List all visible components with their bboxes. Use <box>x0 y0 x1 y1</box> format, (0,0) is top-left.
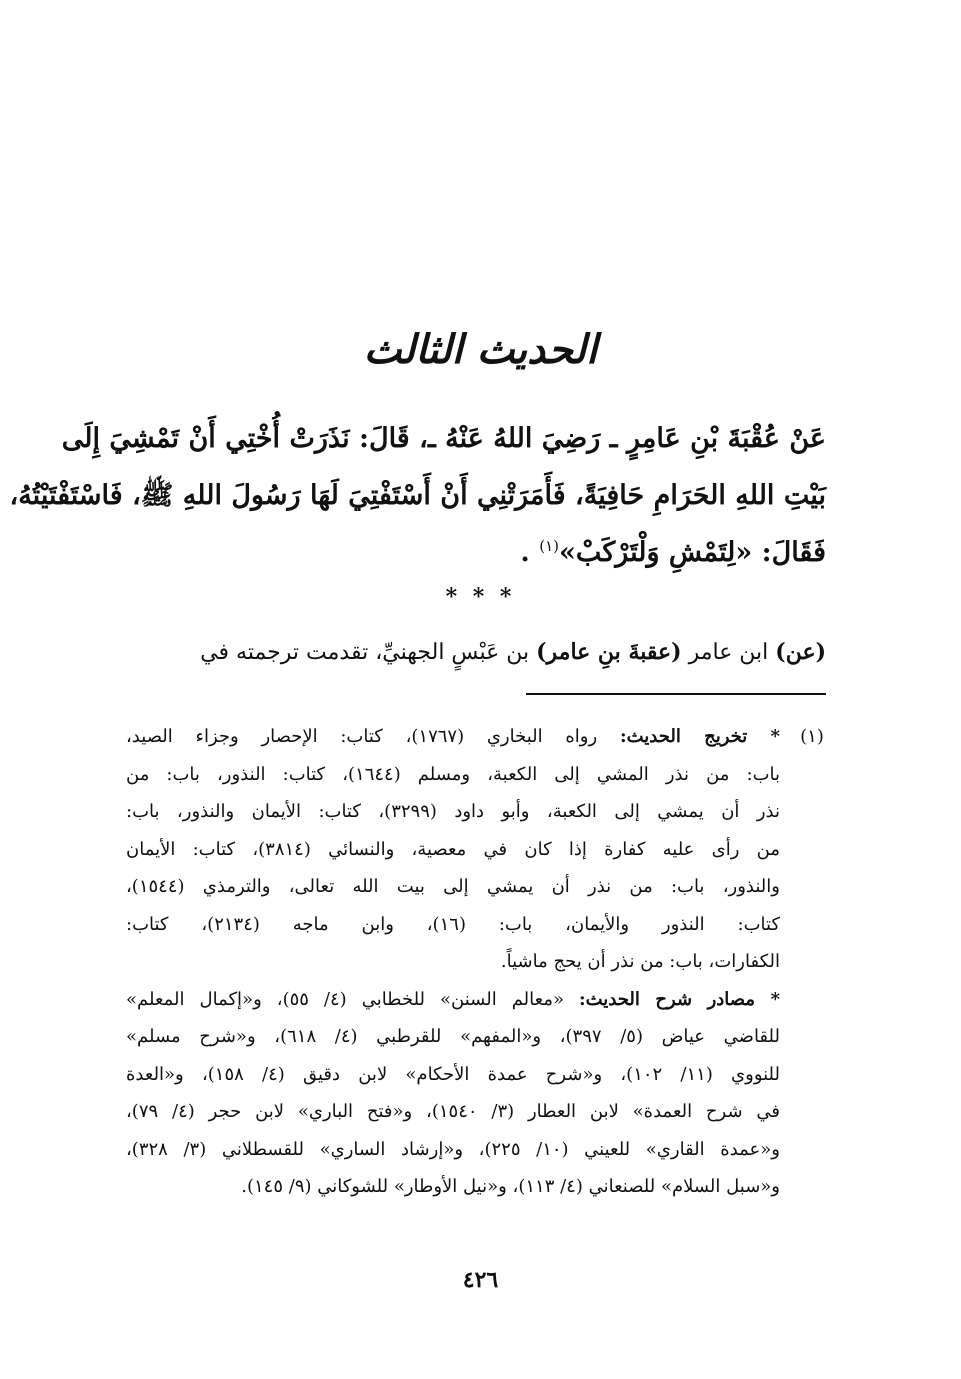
hadith-line: بَيْتِ اللهِ الحَرَامِ حَافِيَةً، فَأَمَرَتْنِي أَنْ أَسْتَفْتِيَ لَهَا رَسُولَ اللهِ ﷺ، فَاسْتَفْتَيْتُهُ، <box>9 480 826 511</box>
footnote-ref-marker: (١) <box>539 537 559 555</box>
section-separator: * * * <box>445 584 516 610</box>
hadith-line <box>126 524 826 581</box>
hadith-end-mark: . <box>520 537 530 568</box>
footnote-line: و«سبل السلام» للصنعاني (٤/ ١١٣)، و«نيل الأوطار» للشوكاني (٩/ ١٤٥). <box>241 1176 780 1197</box>
intro-text: بن عَبْسٍ الجهنيِّ، تقدمت ترجمته في <box>200 640 530 665</box>
footnote-line: الكفارات، باب: من نذر أن يحج ماشياً. <box>500 951 780 972</box>
hadith-title: الحديث الثالث <box>363 326 598 373</box>
footnote-line: للقاضي عياض (٥/ ٣٩٧)، و«المفهم» للقرطبي (٤/ ٦١٨)، و«شرح مسلم» <box>126 1026 780 1047</box>
hadith-line: عَنْ عُقْبَةَ بْنِ عَامِرٍ ـ رَضِيَ اللهُ عَنْهُ ـ، قَالَ: نَذَرَتْ أُخْتِي أَنْ تَمْشِيَ إِلَى <box>61 423 826 454</box>
page-number: ٤٢٦ <box>462 1267 499 1293</box>
footnote-line-text: «معالم السنن» للخطابي (٤/ ٥٥)، و«إكمال المعلم» <box>126 988 564 1010</box>
footnote-line <box>126 981 780 1019</box>
footnote-line: للنووي (١١/ ١٠٢)، و«شرح عمدة الأحكام» لابن دقيق (٤/ ١٥٨)، و«العدة <box>126 1063 780 1085</box>
footnote-heading: * تخريج الحديث: <box>619 726 780 747</box>
footnote-line: من رأى عليه كفارة إذا كان في معصية، والنسائي (٣٨١٤)، كتاب: الأيمان <box>126 838 780 860</box>
footnote-heading: * مصادر شرح الحديث: <box>578 988 780 1010</box>
footnote-body <box>126 718 780 1206</box>
footnote-line <box>126 718 780 756</box>
intro-text: ابن عامر <box>688 640 769 665</box>
intro-name: (عقبةَ بنِ عامر) <box>536 639 682 665</box>
footnote-line: والنذور، باب: من نذر أن يمشي إلى بيت الله تعالى، والترمذي (١٥٤٤)، <box>126 876 780 897</box>
footnotes <box>126 718 826 1206</box>
footnote-line: نذر أن يمشي إلى الكعبة، وأبو داود (٣٢٩٩)، كتاب: الأيمان والنذور، باب: <box>126 801 780 822</box>
footnote-line: و«عمدة القاري» للعيني (١٠/ ٢٢٥)، و«إرشاد الساري» للقسطلاني (٣/ ٣٢٨)، <box>126 1138 780 1160</box>
footnote-line: باب: من نذر المشي إلى الكعبة، ومسلم (١٦٤٤)، كتاب: النذور، باب: من <box>126 763 781 785</box>
commentary-intro <box>126 630 826 675</box>
hadith-line-text: فَقَالَ: «لِتَمْشِ وَلْتَرْكَبْ» <box>558 537 826 568</box>
hadith-text <box>9 410 826 581</box>
footnote-number: (١) <box>800 726 824 747</box>
footnote-line-text: رواه البخاري (١٧٦٧)، كتاب: الإحصار وجزاء الصيد، <box>126 726 598 747</box>
intro-label: (عن) <box>775 639 826 665</box>
footnote-line: في شرح العمدة» لابن العطار (٣/ ١٥٤٠)، و«فتح الباري» لابن حجر (٤/ ٧٩)، <box>126 1101 780 1122</box>
footnote-line: كتاب: النذور والأيمان، باب: (١٦)، وابن ماجه (٢١٣٤)، كتاب: <box>126 913 781 935</box>
footnote-divider <box>526 693 826 695</box>
